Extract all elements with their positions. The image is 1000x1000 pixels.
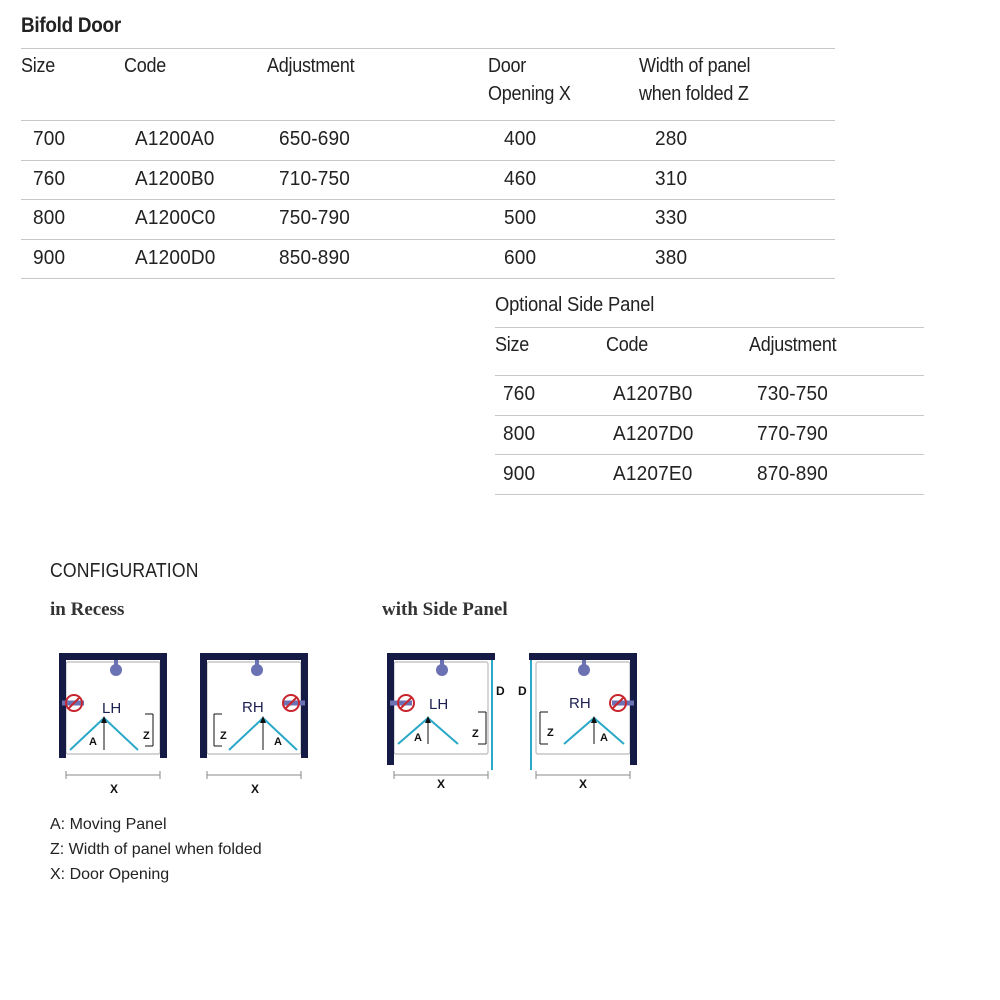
table-rule <box>495 454 924 455</box>
table-cell-width: 280 <box>655 128 688 150</box>
hand-label: RH <box>569 695 591 712</box>
diagram-recess-lh <box>56 648 174 798</box>
d-label: D <box>496 684 505 698</box>
table-cell-width: 330 <box>655 207 688 229</box>
table-rule <box>495 327 924 328</box>
side-cell-adjustment: 870-890 <box>757 463 829 485</box>
table-rule <box>495 415 924 416</box>
header-size: Size <box>21 55 55 77</box>
a-label: A <box>89 736 97 748</box>
table-rule <box>21 199 835 200</box>
table-cell-size: 900 <box>33 247 66 269</box>
z-label: Z <box>143 730 150 742</box>
side-header-adjustment: Adjustment <box>749 334 837 356</box>
side-cell-size: 800 <box>503 423 536 445</box>
legend-folded-width: Z: Width of panel when folded <box>50 841 262 858</box>
hand-label: LH <box>429 696 449 713</box>
side-header-code: Code <box>606 334 648 356</box>
with-side-panel-label: with Side Panel <box>382 599 508 620</box>
table-cell-width: 380 <box>655 247 688 269</box>
table-cell-width: 310 <box>655 168 688 190</box>
hand-label: RH <box>242 699 264 716</box>
table-cell-code: A1200B0 <box>135 168 215 190</box>
table-cell-code: A1200A0 <box>135 128 215 150</box>
a-label: A <box>414 732 422 744</box>
table-cell-opening: 460 <box>504 168 537 190</box>
x-label: X <box>579 777 588 791</box>
table-rule <box>21 160 835 161</box>
table-rule <box>495 375 924 376</box>
table-rule <box>495 494 924 495</box>
wall-left <box>200 653 207 758</box>
diagram-side-panel-lh <box>384 648 502 798</box>
header-folded-width: Width of panel when folded Z <box>639 55 751 105</box>
z-label: Z <box>547 727 554 739</box>
table-cell-opening: 500 <box>504 207 537 229</box>
side-panel-title: Optional Side Panel <box>495 294 655 316</box>
in-recess-label: in Recess <box>50 599 125 620</box>
table-cell-opening: 600 <box>504 247 537 269</box>
x-label: X <box>251 782 260 796</box>
table-cell-adjustment: 750-790 <box>279 207 351 229</box>
table-cell-code: A1200D0 <box>135 247 216 269</box>
configuration-title: CONFIGURATION <box>50 560 199 582</box>
z-label: Z <box>472 728 479 740</box>
a-label: A <box>274 736 282 748</box>
legend-door-opening: X: Door Opening <box>50 866 170 883</box>
shower-valve-icon <box>578 664 590 676</box>
z-label: Z <box>220 730 227 742</box>
d-label: D <box>518 684 527 698</box>
side-cell-size: 760 <box>503 383 536 405</box>
legend-moving-panel: A: Moving Panel <box>50 816 167 833</box>
table-cell-opening: 400 <box>504 128 537 150</box>
wall-top <box>387 653 495 660</box>
side-cell-adjustment: 770-790 <box>757 423 829 445</box>
x-label: X <box>110 782 119 796</box>
table-cell-code: A1200C0 <box>135 207 216 229</box>
side-cell-size: 900 <box>503 463 536 485</box>
header-adjustment: Adjustment <box>267 55 355 77</box>
side-header-size: Size <box>495 334 529 356</box>
table-rule <box>21 278 835 279</box>
side-cell-code: A1207E0 <box>613 463 693 485</box>
wall-top <box>200 653 308 660</box>
table-cell-size: 760 <box>33 168 66 190</box>
wall-left <box>387 653 394 765</box>
table-cell-size: 800 <box>33 207 66 229</box>
hand-label: LH <box>102 700 122 717</box>
wall-top <box>529 653 637 660</box>
table-cell-adjustment: 650-690 <box>279 128 351 150</box>
table-rule <box>21 48 835 49</box>
diagram-recess-rh <box>197 648 315 798</box>
diagram-side-panel-rh <box>526 648 644 798</box>
side-cell-adjustment: 730-750 <box>757 383 829 405</box>
header-code: Code <box>124 55 166 77</box>
wall-right <box>630 653 637 765</box>
bifold-door-title: Bifold Door <box>21 14 121 37</box>
table-rule <box>21 120 835 121</box>
table-cell-size: 700 <box>33 128 66 150</box>
wall-right <box>160 653 167 758</box>
a-label: A <box>600 732 608 744</box>
shower-valve-icon <box>251 664 263 676</box>
side-cell-code: A1207B0 <box>613 383 693 405</box>
header-door-opening: Door Opening X <box>488 55 571 105</box>
wall-top <box>59 653 167 660</box>
side-cell-code: A1207D0 <box>613 423 694 445</box>
table-cell-adjustment: 850-890 <box>279 247 351 269</box>
table-cell-adjustment: 710-750 <box>279 168 351 190</box>
shower-valve-icon <box>110 664 122 676</box>
shower-valve-icon <box>436 664 448 676</box>
x-label: X <box>437 777 446 791</box>
table-rule <box>21 239 835 240</box>
